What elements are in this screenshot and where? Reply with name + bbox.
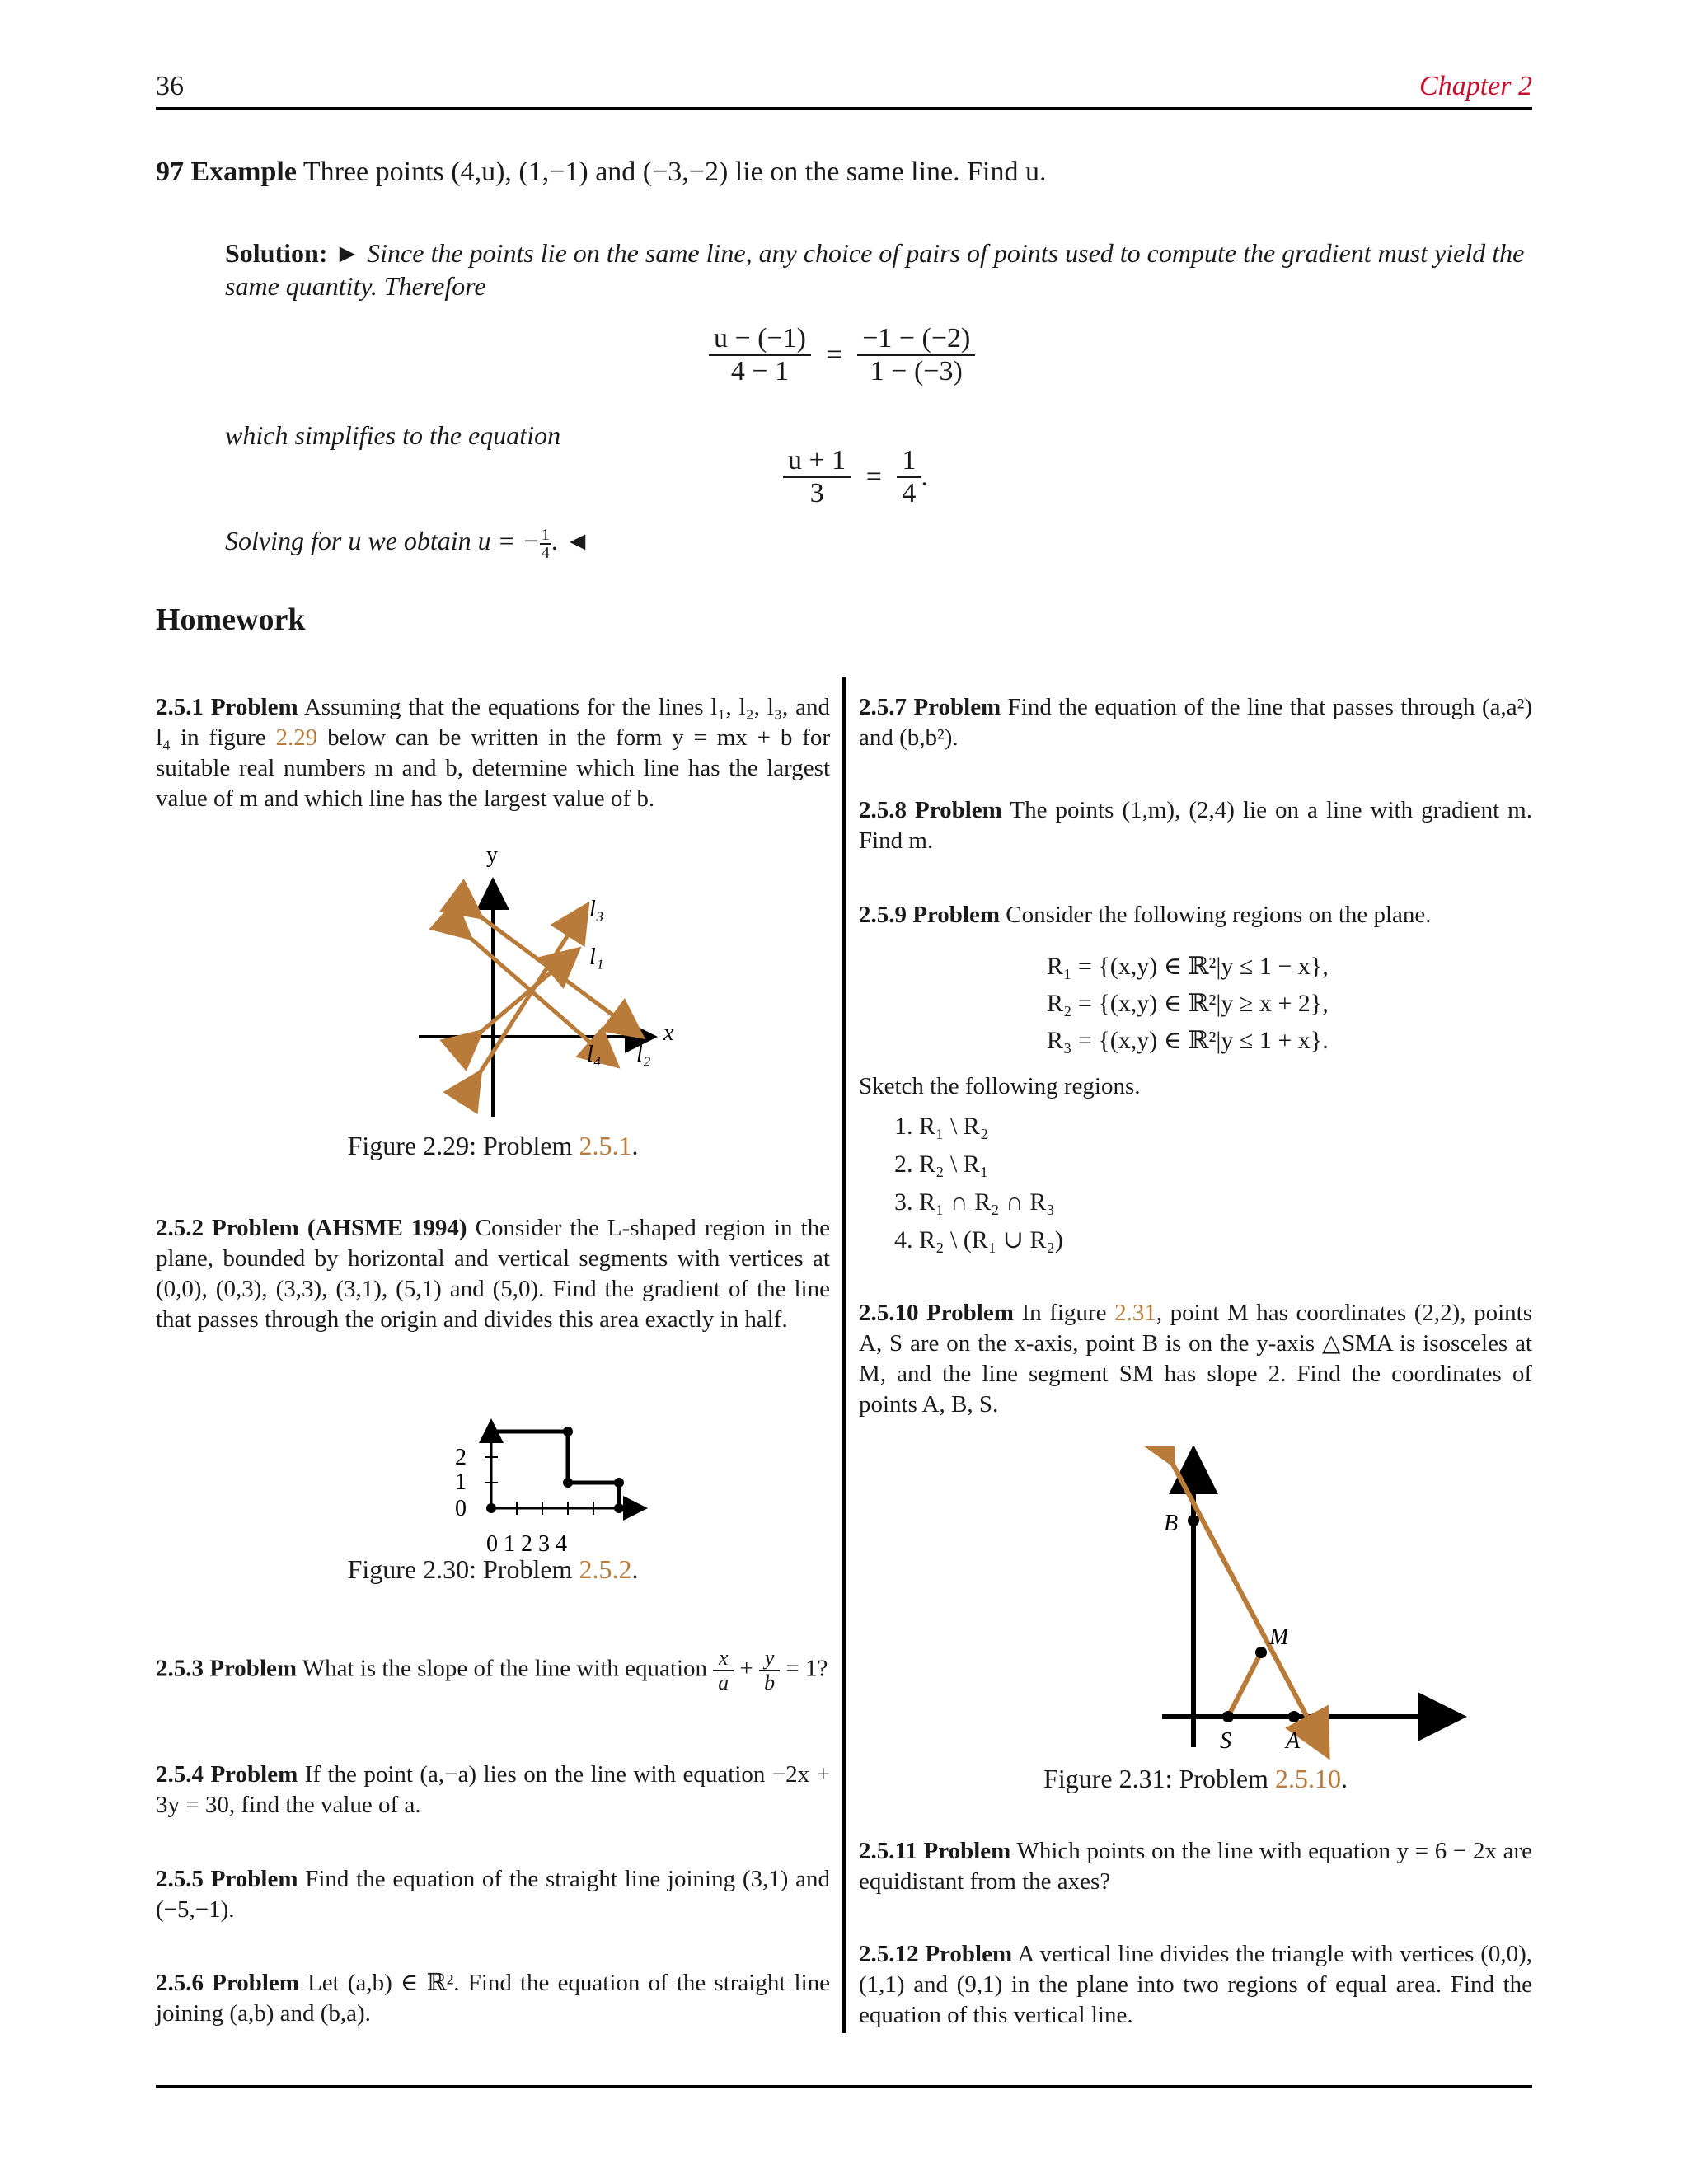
label-l4: l₄ (587, 1042, 602, 1067)
problem-text: Consider the following regions on the plane. (1006, 902, 1432, 928)
figure-2-31-caption (859, 1764, 1532, 1794)
region-r2: R₂ = {(x,y) ∈ ℝ²|y ≥ x + 2}, (1047, 990, 1329, 1017)
caption-text: Figure 2.29: Problem (347, 1131, 573, 1160)
problem-text: below can be written in the form y = mx + b for suitable real numbers m and b, determine which line has the largest value of m and which line has the largest value of b. (156, 724, 831, 812)
figure-2-30-caption (156, 1554, 830, 1585)
problem-label: 2.5.9 Problem (859, 902, 1001, 928)
problem-label: 2.5.6 Problem (156, 1970, 299, 1996)
region-definitions (1047, 948, 1329, 1059)
figure-ref-link[interactable]: 2.31 (1114, 1300, 1156, 1326)
start-marker: ► (334, 238, 361, 268)
problem-2-5-4 (156, 1760, 830, 1821)
problem-label: 2.5.10 Problem (859, 1300, 1014, 1326)
region-r1: R₁ = {(x,y) ∈ ℝ²|y ≤ 1 − x}, (1047, 953, 1329, 980)
list-item: 2. R₂ \ R₁ (894, 1151, 989, 1178)
example-number: 97 (156, 157, 184, 187)
simplifies-text: which simplifies to the equation (225, 420, 561, 450)
equation-2 (783, 445, 928, 509)
eq2-rhs-den: 4 (902, 478, 917, 509)
problem-2-5-7 (859, 692, 1532, 753)
footer-rule (156, 2085, 1532, 2088)
caption-text: Figure 2.30: Problem (347, 1554, 573, 1584)
problem-2-5-12 (859, 1939, 1532, 2031)
eq1-rhs (857, 323, 975, 387)
eq2-tail: . (921, 462, 928, 492)
problem-text: Find the equation of the line that passes through (a,a²) and (b,b²). (859, 694, 1532, 751)
homework-heading: Homework (156, 602, 306, 637)
problem-text: A vertical line divides the triangle with vertices (0,0), (1,1) and (9,1) in the plane into two regions of equal area. Find the equation of this vertical line. (859, 1941, 1533, 2028)
solving-fraction: $\frac{1}{4}$ (541, 525, 550, 562)
example-label: Example (190, 157, 297, 187)
problem-text: If the point (a,−a) lies on the line with equation −2x + 3y = 30, find the value of a. (156, 1761, 830, 1818)
eq2-rhs-num: 1 (897, 445, 921, 478)
eq1-lhs-num: u − (−1) (709, 323, 811, 356)
equation-1 (709, 323, 975, 387)
tick-marks (485, 1457, 593, 1515)
fraction-y-over-b: $\frac{y}{b}$ (759, 1647, 780, 1694)
problem-2-5-3 (156, 1647, 830, 1694)
problem-text: Which points on the line with equation y = 6 − 2x are equidistant from the axes? (859, 1838, 1532, 1895)
problem-tail: = 1? (785, 1655, 828, 1682)
figure-2-30 (445, 1413, 659, 1558)
eq1-lhs-den: 4 − 1 (730, 356, 790, 387)
solution-label: Solution: (225, 238, 328, 268)
list-item: 4. R₂ \ (R₁ ∪ R₂) (894, 1226, 1063, 1254)
problem-text: Assuming that the equations for the lines l₁, l₂, l₃, and l₄ in figure (156, 694, 830, 751)
x-axis-label: x (663, 1020, 674, 1046)
problem-text: , point M has coordinates (2,2), points A, S are on the x-axis, point B is on the y-axis △SMA is isosceles at M, and the line segment SM has slope 2. Find the coordinates of points A, B, S. (859, 1300, 1533, 1418)
l-shaped-region (491, 1432, 619, 1508)
caption-ref-link[interactable]: 2.5.2 (579, 1554, 632, 1584)
problem-2-5-9 (859, 900, 1532, 930)
example-97 (156, 157, 1047, 188)
column-divider (842, 677, 846, 2033)
problem-2-5-10 (859, 1298, 1532, 1420)
y-tick-2: 2 (455, 1445, 467, 1470)
eq2-rhs (897, 445, 921, 509)
problem-label: 2.5.3 Problem (156, 1655, 298, 1682)
solution-intro (225, 237, 1532, 302)
figure-2-31 (1137, 1446, 1467, 1760)
problem-2-5-6 (156, 1968, 830, 2029)
figure-2-29-caption (156, 1131, 830, 1161)
caption-ref-link[interactable]: 2.5.10 (1274, 1764, 1341, 1793)
caption-ref-link[interactable]: 2.5.1 (579, 1131, 632, 1160)
caption-text: Figure 2.31: Problem (1043, 1764, 1268, 1793)
problem-label: 2.5.5 Problem (156, 1866, 298, 1892)
sketch-list (894, 1108, 1063, 1259)
problem-label: 2.5.12 Problem (859, 1941, 1013, 1967)
label-l2: l₂ (636, 1042, 651, 1067)
equals-sign: = (865, 462, 882, 492)
problem-2-5-1 (156, 692, 830, 814)
caption-tail: . (631, 1131, 639, 1160)
problem-2-5-11 (859, 1836, 1532, 1897)
label-a: A (1286, 1728, 1301, 1754)
problem-text: Consider the L-shaped region in the plane, bounded by horizontal and vertical segments with vertices at (0,0), (0,3), (3,3), (3,1), (5,1) and (5,0). Find the gradient of the line that passes through the origin and divides this area exactly in half. (156, 1215, 831, 1333)
eq1-lhs (709, 323, 811, 387)
problem-2-5-5 (156, 1864, 830, 1925)
region-r3: R₃ = {(x,y) ∈ ℝ²|y ≤ 1 + x}. (1047, 1027, 1329, 1054)
problem-text: The points (1,m), (2,4) lie on a line with gradient m. Find m. (859, 797, 1532, 854)
problem-label: 2.5.2 Problem (AHSME 1994) (156, 1215, 467, 1241)
list-item: 1. R₁ \ R₂ (894, 1113, 989, 1140)
segment-sm (1228, 1652, 1261, 1717)
problem-text: Let (a,b) ∈ ℝ². Find the equation of the straight line joining (a,b) and (b,a). (156, 1970, 831, 2027)
end-marker: . ◄ (551, 526, 591, 555)
page-number: 36 (156, 71, 184, 101)
eq2-lhs-den: 3 (809, 478, 824, 509)
list-item: 3. R₁ ∩ R₂ ∩ R₃ (894, 1188, 1055, 1216)
problem-label: 2.5.4 Problem (156, 1761, 298, 1788)
chapter-label: Chapter 2 (1419, 71, 1532, 101)
problem-text: Find the equation of the straight line joining (3,1) and (−5,−1). (156, 1866, 830, 1923)
label-b: B (1164, 1511, 1179, 1536)
solving-text: Solving for u we obtain u = − (225, 526, 540, 555)
label-m: M (1269, 1624, 1289, 1650)
problem-text: What is the slope of the line with equation (302, 1655, 708, 1682)
sketch-instruction: Sketch the following regions. (859, 1073, 1141, 1099)
x-tick-labels: 0 1 2 3 4 (486, 1531, 567, 1557)
header-rule (156, 107, 1532, 110)
solution-intro-text: Since the points lie on the same line, any choice of pairs of points used to compute the gradient must yield the same quantity. Therefore (225, 238, 1525, 301)
problem-label: 2.5.11 Problem (859, 1838, 1011, 1864)
equals-sign: = (826, 340, 842, 370)
label-s: S (1220, 1728, 1231, 1754)
problem-text: In figure (1021, 1300, 1107, 1326)
eq1-rhs-num: −1 − (−2) (857, 323, 975, 356)
plus-sign: + (739, 1655, 753, 1682)
solving-line (225, 524, 1532, 561)
problem-2-5-8 (859, 795, 1532, 856)
caption-tail: . (631, 1554, 639, 1584)
problem-2-5-2 (156, 1213, 830, 1335)
eq2-lhs (783, 445, 851, 509)
problem-label: 2.5.7 Problem (859, 694, 1001, 720)
label-l3: l₃ (589, 897, 604, 922)
y-tick-0: 0 (455, 1496, 467, 1521)
y-axis-label: y (486, 842, 498, 868)
problem-label: 2.5.8 Problem (859, 797, 1002, 823)
vertex-dots (486, 1427, 624, 1513)
caption-tail: . (1340, 1764, 1348, 1793)
eq1-rhs-den: 1 − (−3) (870, 356, 963, 387)
problem-label: 2.5.1 Problem (156, 694, 298, 720)
eq2-lhs-num: u + 1 (783, 445, 851, 478)
fraction-x-over-a: $\frac{x}{a}$ (713, 1647, 734, 1694)
figure-2-29 (396, 832, 692, 1129)
example-text: Three points (4,u), (1,−1) and (−3,−2) lie on the same line. Find u. (302, 157, 1047, 187)
label-l1: l₁ (589, 944, 604, 970)
y-tick-1: 1 (455, 1469, 467, 1495)
figure-ref-link[interactable]: 2.29 (275, 724, 318, 751)
